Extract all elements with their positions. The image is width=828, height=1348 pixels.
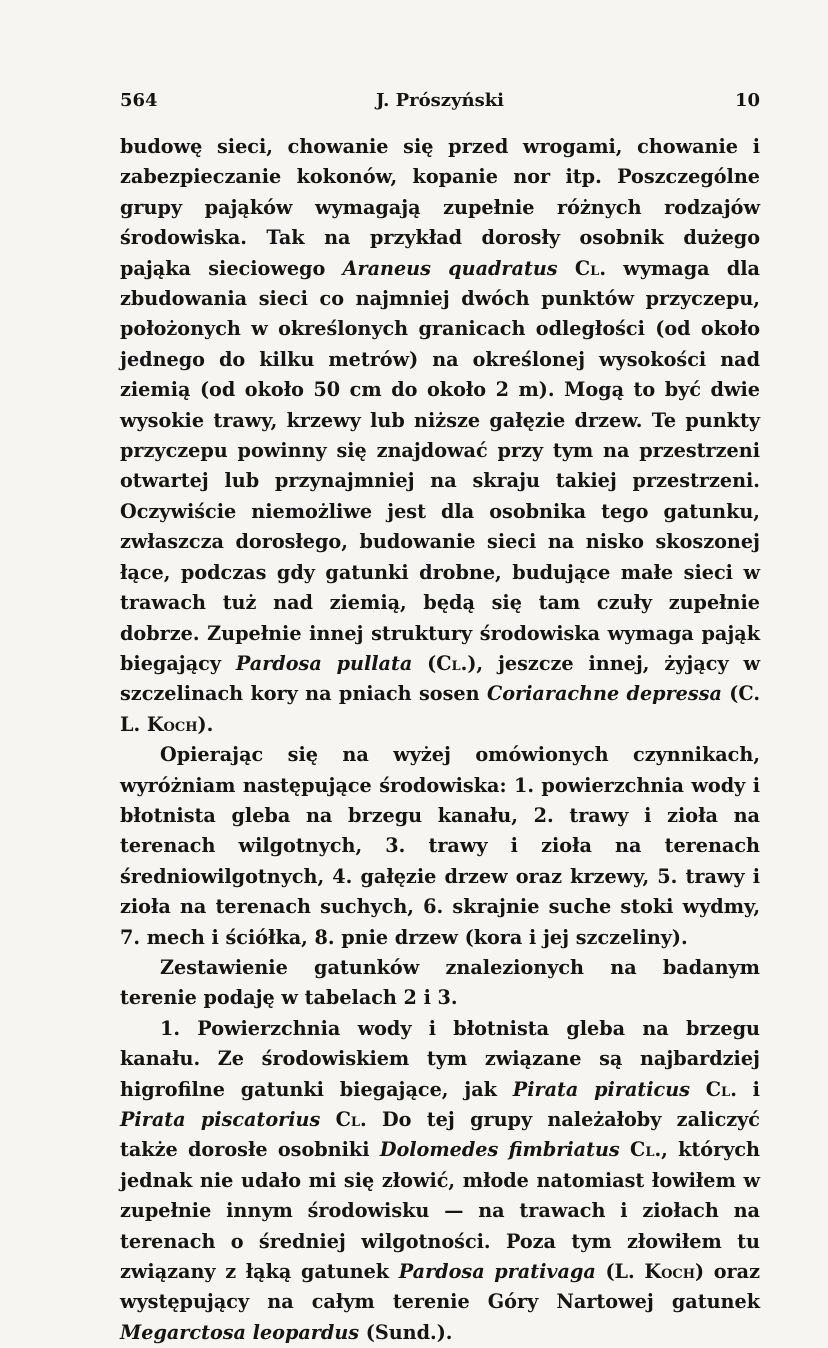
- author-abbrev: Koch: [146, 712, 198, 736]
- paragraph: [120, 953, 760, 1014]
- author-abbrev: Cl.: [574, 256, 606, 280]
- paragraph: [120, 1014, 760, 1348]
- text-run: Do tej grupy należałoby zaliczyć także dorosłe osobniki: [120, 1108, 760, 1162]
- species-name: Dolomedes fimbriatus: [379, 1138, 620, 1162]
- text-run: 1. Powierzchnia wody i błotnista gleba na brzegu kanału. Ze środowiskiem tym związane są najbardziej higrofilne gatunki biegające, jak: [120, 1016, 760, 1101]
- text-run: [320, 1108, 335, 1131]
- author-abbrev: Koch: [644, 1260, 696, 1284]
- volume-number: 10: [734, 90, 760, 111]
- author-abbrev: Cl.: [705, 1077, 737, 1101]
- author-abbrev: Cl.: [335, 1108, 367, 1131]
- text-run: ).: [197, 712, 214, 736]
- text-run: [690, 1078, 706, 1101]
- body-text: [120, 132, 760, 1348]
- paragraph: [120, 132, 760, 740]
- species-name: Araneus quadratus: [342, 256, 558, 280]
- paragraph: [120, 740, 760, 953]
- species-name: Megarctosa leopardus: [120, 1320, 360, 1344]
- text-run: [558, 257, 575, 280]
- text-run: Zestawienie gatunków znalezionych na badanym terenie podaję w tabelach 2 i 3.: [120, 955, 760, 1010]
- author-abbrev: Cl.: [436, 651, 468, 675]
- species-name: Coriarachne depressa: [486, 682, 722, 706]
- species-name: Pardosa prativaga: [398, 1260, 596, 1284]
- text-run: ) oraz występujący na całym terenie Góry Nartowej gatunek: [120, 1260, 760, 1314]
- species-name: Pirata piscatorius: [120, 1108, 321, 1131]
- text-run: budowę sieci, chowanie się przed wrogami, chowanie i zabezpieczanie kokonów, kopanie nor itp. Poszczególne grupy pająków wymagają zupełnie różnych rodzajów środowiska. Tak na przykład dorosły osobnik dużego pająka sieciowego: [120, 135, 760, 280]
- text-run: (C. L.: [120, 682, 760, 736]
- species-name: Pirata piraticus: [512, 1077, 690, 1101]
- text-run: [620, 1138, 630, 1161]
- species-name: Pardosa pullata: [235, 651, 413, 675]
- author-abbrev: Cl.: [630, 1138, 662, 1162]
- text-run: Opierając się na wyżej omówionych czynnikach, wyróżniam następujące środowiska: 1. powierzchnia wody i błotnista gleba na brzegu kanału, 2. trawy i zioła na terenach wilgotnych, 3. trawy i zioła na terenach średniowilgotnych, 4. gałęzie drzew oraz krzewy, 5. trawy i zioła na terenach suchych, 6. skrajnie suche stoki wydmy, 7. mech i ściółka, 8. pnie drzew (kora i jej szczeliny).: [120, 743, 760, 949]
- running-head: J. Prószyński: [375, 90, 505, 111]
- text-run: (: [412, 651, 437, 675]
- text-run: (L.: [595, 1260, 645, 1284]
- text-run: i: [736, 1077, 760, 1101]
- page-header: [120, 90, 760, 120]
- book-page: [120, 90, 760, 1348]
- text-run: , których jednak nie udało mi się złowić, młode natomiast łowiłem w zupełnie innym środowisku — na trawach i ziołach na terenach o średniej wilgotności. Poza tym złowiłem tu związany z łąką gatunek: [120, 1138, 760, 1284]
- text-run: wymaga dla zbudowania sieci co najmniej dwóch punktów przyczepu, położonych w określonych granicach odległości (od około jednego do kilku metrów) na określonej wysokości nad ziemią (od około 50 cm do około 2 m). Mogą to być dwie wysokie trawy, krzewy lub niższe gałęzie drzew. Te punkty przyczepu powinny się znajdować przy tym na przestrzeni otwartej lub przynajmniej na skraju takiej przestrzeni. Oczywiście niemożliwe jest dla osobnika tego gatunku, zwłaszcza dorosłego, budowanie sieci na nisko skoszonej łące, podczas gdy gatunki drobne, budujące małe sieci w trawach tuż nad ziemią, będą się tam czuły zupełnie dobrze. Zupełnie innej struktury środowiska wymaga pająk biegający: [120, 256, 760, 675]
- text-run: ), jeszcze innej, żyjący w szczelinach kory na pniach sosen: [120, 651, 760, 706]
- page-number: 564: [120, 90, 158, 111]
- text-run: (Sund.).: [359, 1320, 453, 1344]
